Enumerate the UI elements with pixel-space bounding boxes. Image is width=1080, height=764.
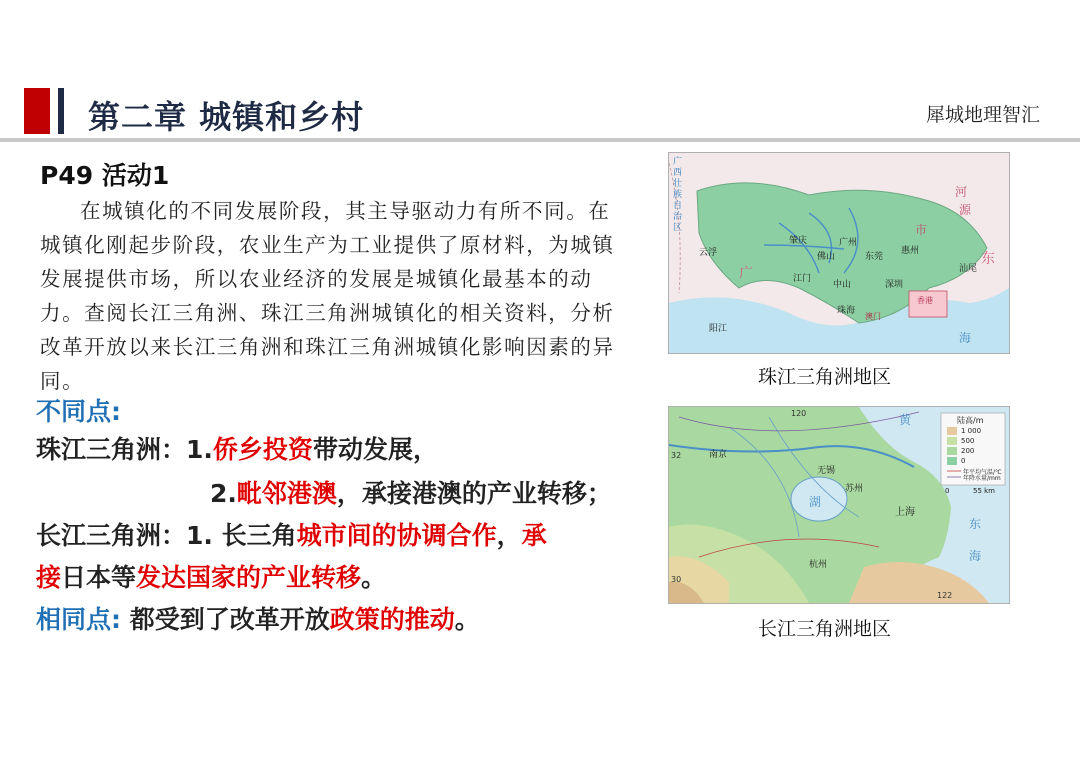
yrd-legend-0: 0 bbox=[961, 457, 966, 465]
prd-label-guangxi: 广西壮族自治区 bbox=[673, 157, 683, 233]
prd-map bbox=[668, 152, 1010, 354]
yrd-lat-30: 30 bbox=[671, 575, 682, 584]
answer-same-line bbox=[36, 600, 480, 636]
yrd-2-mid: 日本等 bbox=[61, 563, 137, 592]
yrd-legend-title: 陆高/m bbox=[957, 416, 984, 425]
same-text: 都受到了改革开放 bbox=[129, 605, 330, 634]
yrd-1-mid: ， bbox=[496, 521, 522, 550]
answer-yrd-line-2 bbox=[36, 558, 386, 594]
prd-2-highlight: 毗邻港澳 bbox=[236, 479, 337, 508]
section-title: P49 活动1 bbox=[40, 161, 170, 190]
yrd-label-nanjing: 南京 bbox=[709, 450, 728, 460]
prd-label-shanwei: 汕尾 bbox=[959, 264, 978, 274]
yrd-label-wuxi: 无锡 bbox=[817, 466, 836, 476]
yrd-scale-0: 0 bbox=[945, 487, 950, 495]
yrd-2-highlight-2: 发达国家的产业转移 bbox=[136, 563, 362, 592]
prd-label-guangzhou: 广州 bbox=[839, 238, 858, 248]
chapter-title: 第二章 城镇和乡村 bbox=[88, 98, 365, 136]
prd-label-macau: 澳门 bbox=[865, 312, 881, 321]
brand-name: 犀城地理智汇 bbox=[925, 104, 1040, 126]
header-divider bbox=[0, 138, 1080, 142]
slide-header bbox=[0, 0, 1080, 150]
prd-label-shenzhen: 深圳 bbox=[885, 280, 904, 290]
prd-label-sea: 海 bbox=[959, 331, 972, 345]
answer-diff-label: 不同点: bbox=[36, 397, 121, 426]
yrd-1-highlight-2: 承 bbox=[521, 521, 547, 550]
prd-label-dong: 东 bbox=[981, 251, 995, 267]
yrd-1-num: 1. 长三角 bbox=[186, 521, 297, 550]
prd-label-he: 河 bbox=[955, 185, 968, 199]
prd-label-yuan: 源 bbox=[959, 203, 972, 217]
yrd-label-hai: 海 bbox=[969, 549, 982, 563]
yrd-lat-32: 32 bbox=[671, 451, 682, 460]
prd-label: 珠江三角洲： bbox=[36, 435, 187, 464]
activity-paragraph: 在城镇化的不同发展阶段，其主导驱动力有所不同。在城镇化刚起步阶段，农业生产为工业提供了原材料，为城镇发展提供市场，所以农业经济的发展是城镇化最基本的动力。查阅长江三角洲、珠江三角洲城镇化的相关资料，分析改革开放以来长江三角洲和珠江三角洲城镇化影响因素的异同。 bbox=[40, 199, 615, 393]
yrd-label-shanghai: 上海 bbox=[895, 507, 915, 518]
same-label: 相同点: bbox=[36, 605, 130, 634]
answer-prd-line-1 bbox=[36, 430, 438, 466]
prd-label-hongkong: 香港 bbox=[917, 296, 933, 305]
prd-2-rest: ，承接港澳的产业转移； bbox=[336, 479, 612, 508]
prd-label-zhuhai: 珠海 bbox=[837, 306, 856, 316]
prd-2-num: 2. bbox=[210, 479, 237, 508]
yrd-map bbox=[668, 406, 1010, 604]
prd-label-guang: 广 bbox=[739, 266, 753, 282]
yrd-2-highlight-1: 接 bbox=[36, 563, 62, 592]
header-accent-navy bbox=[58, 88, 64, 134]
yrd-label-hu: 湖 bbox=[809, 495, 822, 509]
answer-yrd-line-1 bbox=[36, 516, 547, 552]
prd-label-shi: 市 bbox=[915, 223, 928, 237]
yrd-1-highlight: 城市间的协调合作 bbox=[296, 521, 497, 550]
prd-label-zhaoqing: 肇庆 bbox=[789, 236, 808, 246]
header-accent-red bbox=[24, 88, 50, 134]
prd-label-yangjiang: 阳江 bbox=[709, 324, 728, 334]
yrd-label: 长江三角洲： bbox=[36, 521, 187, 550]
prd-label-jiangmen: 江门 bbox=[793, 274, 812, 284]
same-end: 。 bbox=[454, 605, 480, 634]
yrd-legend-rain: 年降水量/mm bbox=[963, 475, 1001, 482]
prd-1-rest: 带动发展， bbox=[312, 435, 438, 464]
yrd-scale-55: 55 km bbox=[973, 487, 996, 495]
prd-1-highlight: 侨乡投资 bbox=[212, 435, 313, 464]
prd-label-zhongshan: 中山 bbox=[833, 280, 852, 290]
yrd-legend-500: 500 bbox=[961, 437, 975, 445]
yrd-lon-120: 120 bbox=[791, 409, 807, 418]
prd-label-dongguan: 东莞 bbox=[865, 252, 884, 262]
prd-label-foshan: 佛山 bbox=[817, 252, 836, 262]
yrd-label-suzhou: 苏州 bbox=[845, 484, 864, 494]
answer-prd-line-2 bbox=[210, 474, 612, 510]
prd-1-num: 1. bbox=[186, 435, 213, 464]
yrd-legend-temp: 年平均气温/℃ bbox=[963, 469, 1002, 476]
yrd-legend-200: 200 bbox=[961, 447, 975, 455]
yrd-2-end: 。 bbox=[361, 563, 387, 592]
yrd-label-dong: 东 bbox=[969, 517, 982, 531]
yrd-lon-122: 122 bbox=[937, 591, 953, 600]
yrd-label-hangzhou: 杭州 bbox=[809, 560, 828, 570]
yrd-legend-1000: 1 000 bbox=[961, 427, 982, 435]
prd-map-caption: 珠江三角洲地区 bbox=[758, 366, 892, 388]
yrd-label-huang: 黄 bbox=[899, 413, 912, 427]
same-highlight: 政策的推动 bbox=[329, 605, 455, 634]
prd-label-yunfu: 云浮 bbox=[699, 248, 718, 258]
yrd-map-caption: 长江三角洲地区 bbox=[758, 618, 892, 640]
prd-label-huizhou: 惠州 bbox=[901, 246, 920, 256]
